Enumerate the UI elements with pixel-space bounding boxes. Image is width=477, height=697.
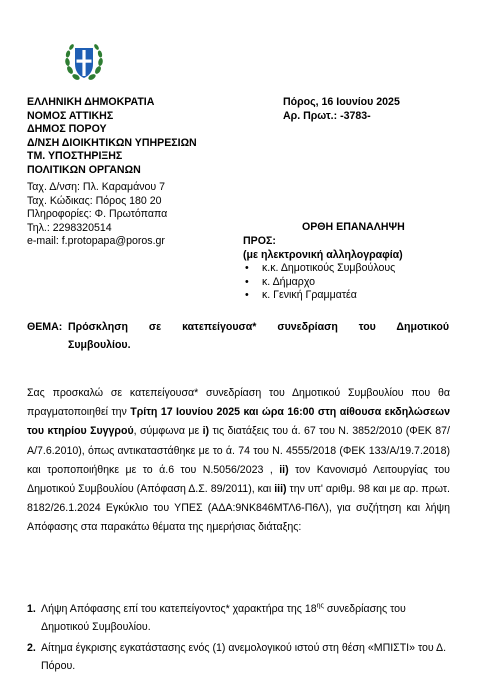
recipient-list [243,262,403,303]
ordinal-suffix: ης [316,602,324,610]
phone: Τηλ.: 2298320514 [27,221,112,234]
protocol-number: Αρ. Πρωτ.: -3783- [283,109,371,122]
item-number: 2. [27,642,36,654]
text-run: τον Κανονισμό Λειτουργίας του Δημοτικού Συμβουλίου (Απόφαση Δ.Σ. 89/2011), και [27,463,450,496]
item-number: 1. [27,603,36,615]
body-paragraph [27,384,450,538]
recipients-block [243,235,403,303]
postcode: Ταχ. Κώδικας: Πόρος 180 20 [27,194,162,207]
bullet-icon: • [245,289,249,302]
list-item [243,289,403,303]
subject-label: ΘΕΜΑ: [27,321,63,333]
clause-marker: ii) [279,463,289,476]
subject-line-1: Πρόσκληση σε κατεπείγουσα* συνεδρίαση του Δημοτικού [68,321,449,333]
bullet-icon: • [245,275,249,288]
recipient: κ.κ. Δημοτικούς Συμβούλους [262,262,396,275]
to-method: (με ηλεκτρονική αλληλογραφία) [243,248,403,261]
sender-line: ΕΛΛΗΝΙΚΗ ΔΗΜΟΚΡΑΤΙΑ [27,96,155,108]
address: Ταχ. Δ/νση: Πλ. Καραμάνου 7 [27,181,166,193]
sender-line: ΔΗΜΟΣ ΠΟΡΟΥ [27,123,107,136]
clause-marker: iii) [274,483,287,496]
agenda-list [27,600,450,675]
greek-emblem-icon [64,40,104,84]
agenda-item [27,639,450,675]
document-date: Πόρος, 16 Ιουνίου 2025 [283,96,400,108]
correction-label: ΟΡΘΗ ΕΠΑΝΑΛΗΨΗ [302,221,405,233]
text-run: τις διατάξεις του ά. 67 του Ν. 3852/2010 (ΦΕΚ 87/Α/7.6.2010), όπως αντικαταστάθηκε με το ά. 74 του Ν. 4555/2018 (ΦΕΚ 133/Α/19.7.2018) και τροποποιήθηκε με το ά.6 του Ν.5056/2023 , [27,425,450,476]
info-contact: Πληροφορίες: Φ. Πρωτόπαπα [27,208,168,221]
sender-line: ΠΟΛΙΤΙΚΩΝ ΟΡΓΑΝΩΝ [27,163,141,176]
text-run: την υπ' αριθμ. 98 και με αρ. πρωτ. 8182/26.1.2024 Εγκύκλιο του ΥΠΕΣ (ΑΔΑ:9ΝΚ846ΜΤΛ6-Π6Λ), για συζήτηση και λήψη Απόφασης στα παρακάτω θέματα της ημερήσιας διάταξης: [27,483,450,534]
sender-line: ΝΟΜΟΣ ΑΤΤΙΚΗΣ [27,109,114,122]
email: e-mail: f.protopapa@poros.gr [27,235,165,248]
subject-line-2: Συμβουλίου. [68,339,131,351]
list-item [243,262,403,276]
item-text: Αίτημα έγκρισης εγκατάστασης ενός (1) ανεμολογικού ιστού στη θέση «ΜΠΙΣΤΙ» του Δ. Πόρου. [41,642,447,672]
sender-line: ΤΜ. ΥΠΟΣΤΗΡΙΞΗΣ [27,150,123,163]
clause-marker: i) [202,425,210,438]
sender-line: Δ/ΝΣΗ ΔΙΟΙΚΗΤΙΚΩΝ ΥΠΗΡΕΣΙΩΝ [27,136,197,149]
recipient: κ. Γενική Γραμματέα [262,289,357,302]
item-text: συνεδρίασης του Δημοτικού Συμβουλίου. [41,603,406,633]
agenda-item [27,600,450,636]
contact-info [27,181,167,249]
bullet-icon: • [245,262,249,275]
meeting-datetime-location: Τρίτη 17 Ιουνίου 2025 και ώρα 16:00 στη αίθουσα εκδηλώσεων του κτηρίου Συγγρού [27,406,450,438]
sender-block [27,96,197,178]
text-run: , σύμφωνα με [133,425,203,438]
invitation-text [27,384,450,538]
item-text: Λήψη Απόφασης επί του κατεπείγοντος* χαρακτήρα της 18 [41,603,317,615]
to-label: ΠΡΟΣ: [243,235,276,247]
date-protocol-block [283,96,400,123]
text-run: Σας προσκαλώ σε κατεπείγουσα* συνεδρίαση του Δημοτικού Συμβουλίου που θα πραγματοποιηθεί την [27,387,450,419]
list-item [243,276,403,290]
recipient: κ. Δήμαρχο [262,275,315,288]
